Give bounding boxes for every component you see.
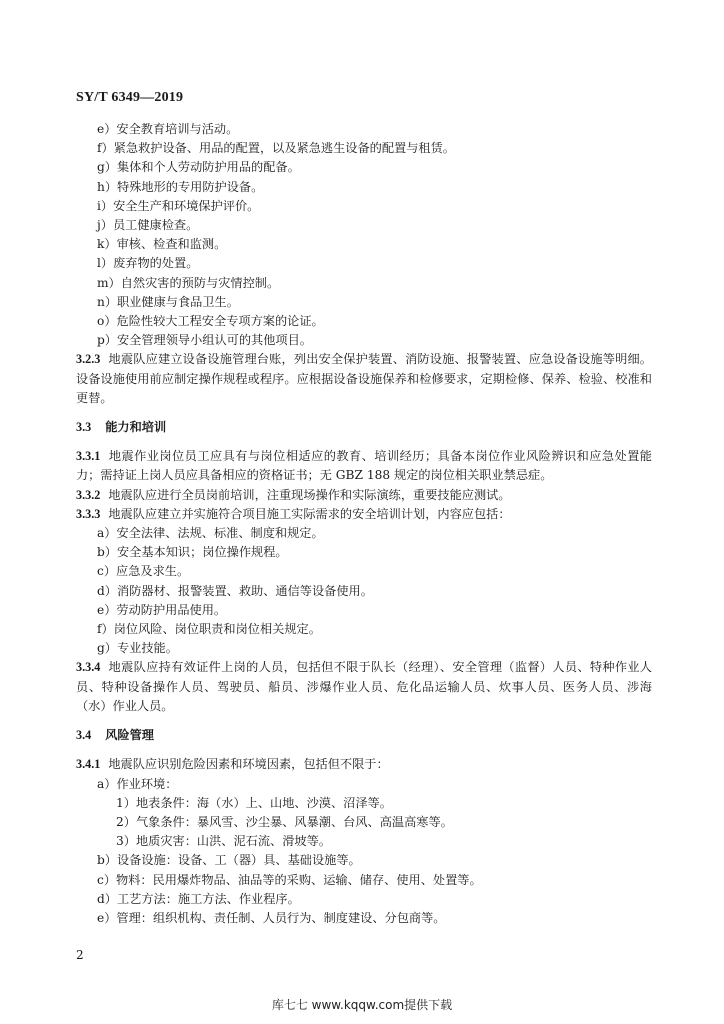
clause-number: 3.3.1 <box>76 449 101 464</box>
clause-number: 3.3.3 <box>76 506 101 521</box>
sub-list-item: 2）气象条件：暴风雪、沙尘暴、风暴潮、台风、高温高寒等。 <box>116 814 453 829</box>
clause-text: 地震作业岗位员工应具有与岗位相适应的教育、培训经历；具备本岗位作业风险辨识和应急处置能力；需持证上岗人员应具备相应的资格证书；无 GBZ 188 规定的岗位相关职业禁忌症。 <box>76 449 652 483</box>
list-item: l）废弃物的处置。 <box>97 256 199 271</box>
standard-code: SY/T 6349—2019 <box>76 90 184 105</box>
page-number: 2 <box>76 948 84 962</box>
clause-text: 地震队应持有效证件上岗的人员，包括但不限于队长（经理）、安全管理（监督）人员、特种作业人员、特种设备操作人员、驾驶员、船员、涉爆作业人员、危化品运输人员、炊事人员、医务人员、涉海（水）作业人员。 <box>76 660 652 713</box>
list-item: m）自然灾害的预防与灾情控制。 <box>97 275 280 290</box>
list-item: h）特殊地形的专用防护设备。 <box>97 179 264 194</box>
clause-3-3-2 <box>76 486 652 505</box>
list-training-content <box>76 524 652 658</box>
clause-number: 3.3.2 <box>76 487 101 502</box>
list-item: e）劳动防护用品使用。 <box>97 602 227 617</box>
clause-number: 3.2.3 <box>76 352 101 367</box>
list-item: a）安全法律、法规、标准、制度和规定。 <box>97 526 324 541</box>
list-item: d）消防器材、报警装置、救助、通信等设备使用。 <box>97 583 373 598</box>
clause-number: 3.3.4 <box>76 660 101 675</box>
list-safety-items <box>76 120 652 350</box>
section-number: 3.3 <box>76 420 92 435</box>
list-item: f）紧急救护设备、用品的配置，以及紧急逃生设备的配置与租赁。 <box>97 141 455 156</box>
list-item: e）管理：组织机构、责任制、人员行为、制度建设、分包商等。 <box>97 910 446 925</box>
section-title: 能力和培训 <box>105 420 167 435</box>
list-item: j）员工健康检查。 <box>97 218 199 233</box>
clause-3-4-1 <box>76 755 652 774</box>
list-item: o）危险性较大工程安全专项方案的论证。 <box>97 314 324 329</box>
section-title: 风险管理 <box>105 728 154 743</box>
clause-3-3-1 <box>76 447 652 485</box>
clause-3-3-3 <box>76 505 652 524</box>
list-item: p）安全管理领导小组认可的其他项目。 <box>97 333 312 348</box>
list-item: c）物料：民用爆炸物品、油品等的采购、运输、储存、使用、处置等。 <box>97 872 482 887</box>
list-item: e）安全教育培训与活动。 <box>97 122 239 136</box>
sub-list-item: 1）地表条件：海（水）上、山地、沙漠、沼泽等。 <box>116 795 392 810</box>
list-item: b）设备设施：设备、工（器）具、基础设施等。 <box>97 853 361 868</box>
section-heading-3-4 <box>76 726 652 745</box>
clause-3-2-3 <box>76 350 652 408</box>
clause-number: 3.4.1 <box>76 757 101 772</box>
list-risk-factors <box>76 775 652 929</box>
clause-text: 地震队应建立设备设施管理台账，列出安全保护装置、消防设施、报警装置、应急设备设施等明细。设备设施使用前应制定操作规程或程序。应根据设备设施保养和检修要求，定期检修、保养、检验、校准和更替。 <box>76 352 652 405</box>
clause-text: 地震队应建立并实施符合项目施工实际需求的安全培训计划，内容应包括： <box>108 506 511 521</box>
clause-3-3-4 <box>76 658 652 716</box>
document-body <box>76 120 652 928</box>
list-item: f）岗位风险、岗位职责和岗位相关规定。 <box>97 622 321 637</box>
list-item: g）集体和个人劳动防护用品的配备。 <box>97 160 300 175</box>
list-item: b）安全基本知识；岗位操作规程。 <box>97 545 288 560</box>
clause-text: 地震队应进行全员岗前培训，注重现场操作和实际演练，重要技能应测试。 <box>108 487 511 502</box>
section-heading-3-3 <box>76 418 652 437</box>
list-item: n）职业健康与食品卫生。 <box>97 294 239 309</box>
sub-list-item: 3）地质灾害：山洪、泥石流、滑坡等。 <box>116 834 331 849</box>
clause-text: 地震队应识别危险因素和环境因素，包括但不限于： <box>108 757 389 772</box>
section-number: 3.4 <box>76 728 92 743</box>
list-item: k）审核、检查和监测。 <box>97 237 227 252</box>
list-item: c）应急及求生。 <box>97 564 190 579</box>
download-watermark: 库七七 www.kqqw.com提供下载 <box>271 998 453 1012</box>
list-item: a）作业环境： <box>97 776 178 791</box>
list-item: g）专业技能。 <box>97 641 178 656</box>
list-item: d）工艺方法：施工方法、作业程序。 <box>97 891 300 906</box>
list-item: i）安全生产和环境保护评价。 <box>97 198 260 213</box>
